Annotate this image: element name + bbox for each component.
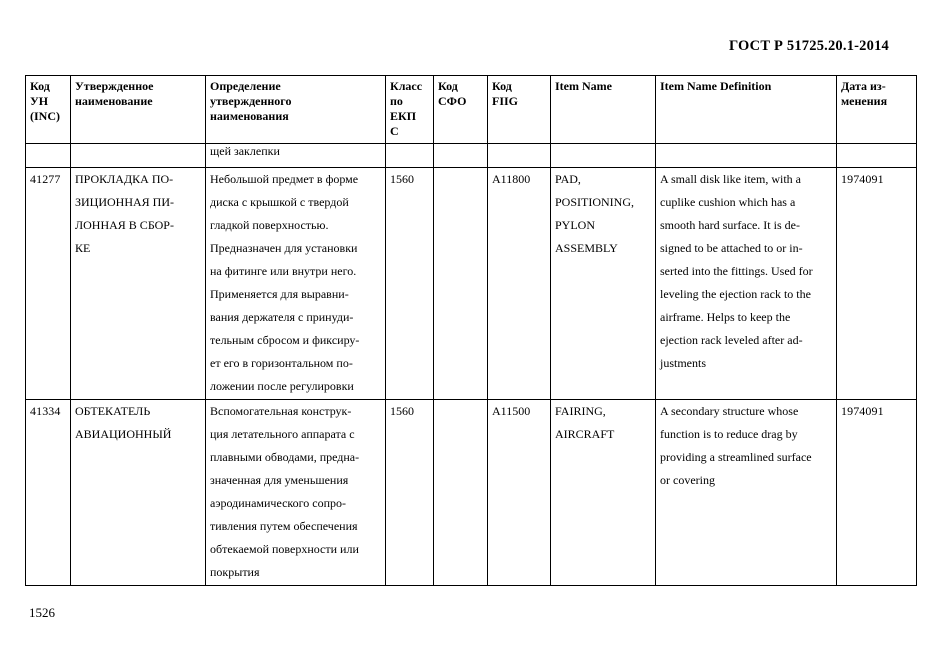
cell-definition: щей заклепки: [206, 144, 386, 168]
cell-change-date: [837, 144, 917, 168]
cell-approved-name: ПРОКЛАДКА ПО- ЗИЦИОННАЯ ПИ- ЛОННАЯ В СБОР- КЕ: [71, 168, 206, 400]
cell-item-name-definition: A secondary structure whose function is to reduce drag by providing a streamlined surface or covering: [656, 400, 837, 586]
table-row: [26, 168, 917, 400]
cell-change-date: 1974091: [837, 400, 917, 586]
cell-definition: Небольшой предмет в форме диска с крышкой с твердой гладкой поверхностью. Предназначен для установки на фитинге или внутри него. Применяется для выравни- вания держателя с принуди- тельным сбросом и фиксиру- ет его в горизонтальном по- ложении после регулировки: [206, 168, 386, 400]
cell-sfo: [434, 168, 488, 400]
cell-approved-name: [71, 144, 206, 168]
header-item-name-definition: Item Name Definition: [656, 76, 837, 144]
header-item-name: Item Name: [551, 76, 656, 144]
continuation-row: [26, 144, 917, 168]
cell-item-name: [551, 144, 656, 168]
header-row: [26, 76, 917, 144]
cell-item-name-definition: [656, 144, 837, 168]
cell-ekps-class: [386, 144, 434, 168]
cell-fiig: A11500: [488, 400, 551, 586]
header-ekps-class: Класс по ЕКП С: [386, 76, 434, 144]
header-fiig: Код FIIG: [488, 76, 551, 144]
cell-approved-name: ОБТЕКАТЕЛЬ АВИАЦИОННЫЙ: [71, 400, 206, 586]
cell-definition: Вспомогательная конструк- ция летательного аппарата с плавными обводами, предна- значенная для уменьшения аэродинамического сопро- тивления путем обеспечения обтекаемой поверхности или покрытия: [206, 400, 386, 586]
header-inc: Код УН (INC): [26, 76, 71, 144]
page-number: 1526: [29, 605, 55, 620]
table-row: [26, 400, 917, 586]
cell-sfo: [434, 400, 488, 586]
header-definition: Определение утвержденного наименования: [206, 76, 386, 144]
cell-sfo: [434, 144, 488, 168]
cell-change-date: 1974091: [837, 168, 917, 400]
header-change-date: Дата из- менения: [837, 76, 917, 144]
cell-item-name-definition: A small disk like item, with a cuplike cushion which has a smooth hard surface. It is de- signed to be attached to or in- serted into the fittings. Used for leveling the ejection rack to the airframe. Helps to keep the ejection rack leveled after ad- justments: [656, 168, 837, 400]
cell-ekps-class: 1560: [386, 168, 434, 400]
header-approved-name: Утвержденное наименование: [71, 76, 206, 144]
header-sfo: Код СФО: [434, 76, 488, 144]
cell-inc: 41334: [26, 400, 71, 586]
cell-inc: 41277: [26, 168, 71, 400]
cell-item-name: PAD, POSITIONING, PYLON ASSEMBLY: [551, 168, 656, 400]
document-standard-title: ГОСТ Р 51725.20.1-2014: [728, 38, 889, 54]
cell-fiig: [488, 144, 551, 168]
cell-fiig: A11800: [488, 168, 551, 400]
cell-ekps-class: 1560: [386, 400, 434, 586]
cell-item-name: FAIRING, AIRCRAFT: [551, 400, 656, 586]
catalog-table: [25, 75, 917, 586]
cell-inc: [26, 144, 71, 168]
